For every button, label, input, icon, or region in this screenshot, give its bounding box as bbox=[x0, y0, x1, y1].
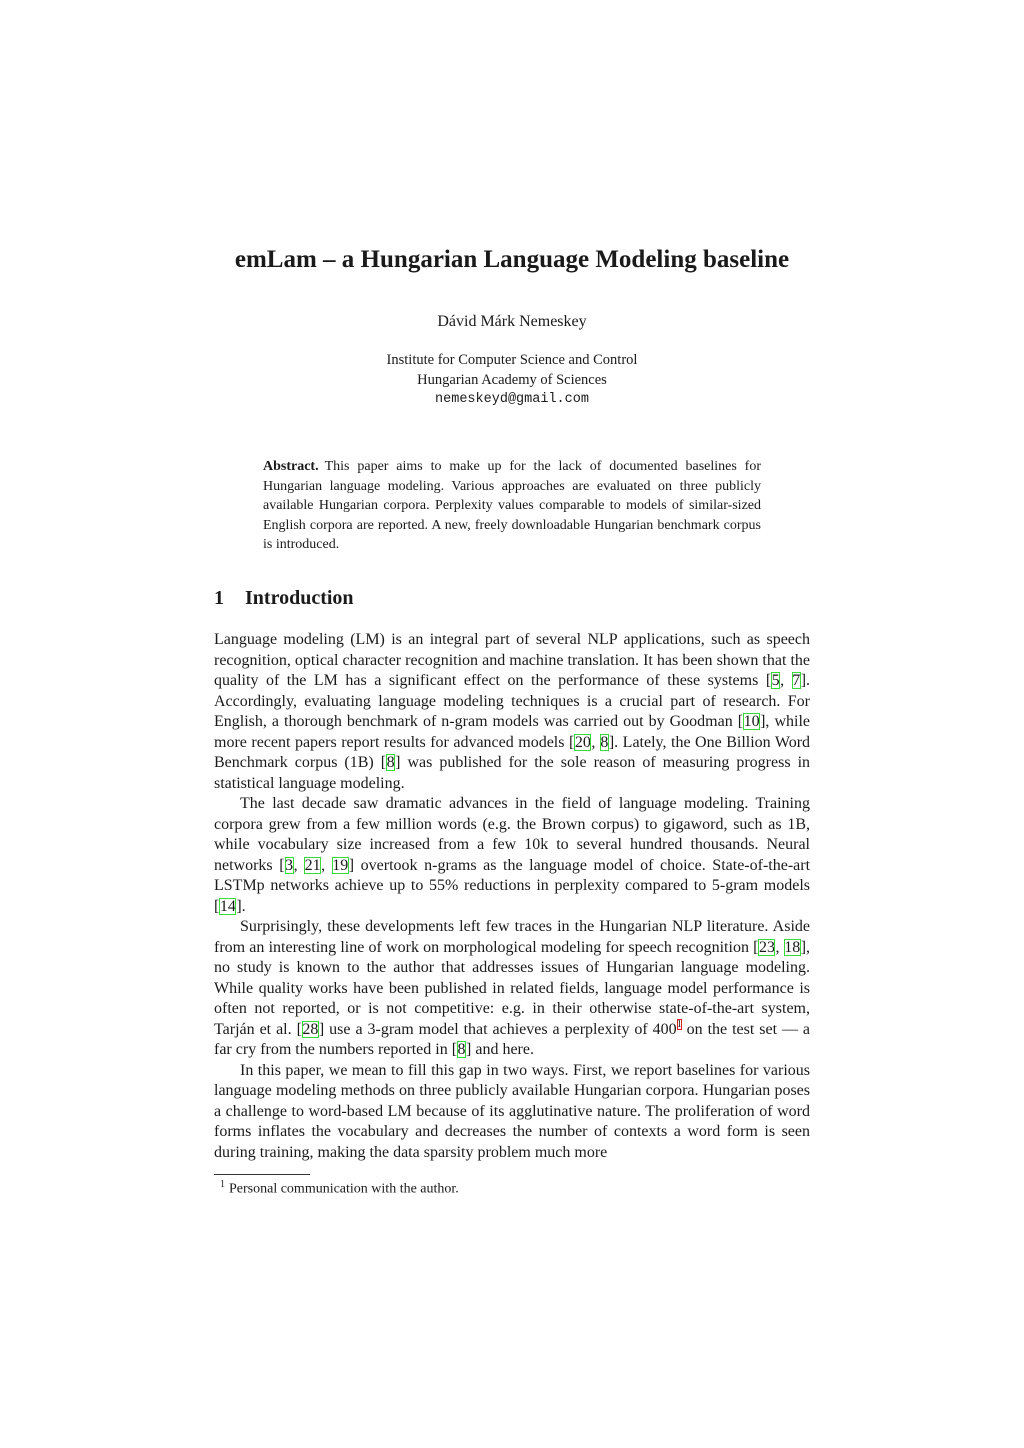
citation-link[interactable]: 19 bbox=[332, 856, 349, 874]
paragraph-1 bbox=[214, 630, 810, 794]
citation-link[interactable]: 10 bbox=[743, 713, 760, 730]
paragraph-2 bbox=[214, 794, 810, 917]
text-run: on the test set — a far cry from the numbers reported in [ bbox=[214, 1020, 811, 1058]
citation-link[interactable]: 14 bbox=[219, 897, 236, 915]
text-run: ] was published for the sole reason of measuring progress in statistical language modeling. bbox=[214, 754, 811, 792]
abstract-label: Abstract. bbox=[263, 459, 319, 474]
paragraph-4: In this paper, we mean to fill this gap in two ways. First, we report baselines for various language modeling methods on three publicly available Hungarian corpora. Hungarian poses a challenge to word-based LM because of its agglutinative nature. The proliferation of word forms inflates the vocabulary and decreases the number of contexts a word form is seen during training, making the data sparsity problem much more bbox=[214, 1061, 810, 1161]
citation-link[interactable]: 28 bbox=[302, 1020, 319, 1038]
abstract bbox=[263, 457, 761, 555]
text-run: , bbox=[780, 672, 792, 689]
text-run: ]. Accordingly, evaluating language modeling techniques is a crucial part of research. For English, a thorough benchmark of n-gram models was carried out by Goodman [ bbox=[214, 672, 811, 730]
affiliation-academy: Hungarian Academy of Sciences bbox=[417, 372, 607, 388]
author-email[interactable]: nemeskeyd@gmail.com bbox=[435, 392, 589, 407]
text-run: , bbox=[775, 938, 784, 956]
footnote-text: Personal communication with the author. bbox=[229, 1181, 459, 1197]
section-heading-introduction bbox=[214, 587, 354, 610]
citation-link[interactable]: 7 bbox=[792, 672, 801, 689]
text-run: The last decade saw dramatic advances in the field of language modeling. Training corpora grew from a few million words (e.g. the Brown corpus) to gigaword, such as 1B, while vocabulary size increased from a few 10k to several hundred thousands. Neural networks [ bbox=[214, 795, 810, 874]
text-run: ], no study is known to the author that addresses issues of Hungarian language modeling. While quality works have been published in related fields, language model performance is often not reported, or is not competitive: e.g. in their otherwise state-of-the-art system, Tarján et al. [ bbox=[214, 938, 811, 1038]
section-number: 1 bbox=[214, 587, 224, 609]
footnote-ref-link[interactable]: 1 bbox=[676, 1019, 682, 1031]
citation-link[interactable]: 8 bbox=[457, 1041, 466, 1058]
footnote-mark: 1 bbox=[220, 1179, 225, 1190]
text-run: ] use a 3-gram model that achieves a perplexity of 400 bbox=[318, 1020, 677, 1038]
citation-link[interactable]: 20 bbox=[574, 733, 591, 751]
citation-link[interactable]: 3 bbox=[285, 856, 294, 874]
citation-link[interactable]: 18 bbox=[784, 938, 801, 956]
text-run: Surprisingly, these developments left few traces in the Hungarian NLP literature. Aside from an interesting line of work on morphological modeling for speech recognition [ bbox=[214, 918, 810, 956]
affiliation-block bbox=[0, 350, 1024, 410]
paper-title: emLam – a Hungarian Language Modeling baseline bbox=[234, 246, 790, 273]
text-run: ], while more recent papers report results for advanced models [ bbox=[214, 713, 810, 751]
citation-link[interactable]: 23 bbox=[758, 938, 775, 956]
citation-link[interactable]: 5 bbox=[771, 672, 780, 689]
paragraph-3 bbox=[214, 917, 810, 1061]
citation-link[interactable]: 8 bbox=[600, 733, 609, 751]
section-title: Introduction bbox=[245, 587, 354, 609]
text-run: ]. bbox=[236, 897, 246, 915]
affiliation-institute: Institute for Computer Science and Control bbox=[386, 352, 638, 368]
text-run: ]. Lately, the One Billion Word Benchmark corpus (1B) [ bbox=[214, 733, 811, 771]
abstract-text: This paper aims to make up for the lack of documented baselines for Hungarian language modeling. Various approaches are evaluated on three publicly available Hungarian corpora. Perplexity values comparable to models of similar-sized English corpora are reported. A new, freely downloadable Hungarian benchmark corpus is introduced. bbox=[263, 459, 761, 552]
text-run: ] and here. bbox=[466, 1041, 534, 1058]
text-run: , bbox=[321, 856, 332, 874]
text-run: ] overtook n-grams as the language model of choice. State-of-the-art LSTMp networks achieve up to 55% reductions in perplexity compared to 5-gram models [ bbox=[214, 856, 811, 915]
text-run: Language modeling (LM) is an integral part of several NLP applications, such as speech recognition, optical character recognition and machine translation. It has been shown that the quality of the LM has a significant effect on the performance of these systems [ bbox=[214, 631, 810, 689]
citation-link[interactable]: 8 bbox=[386, 754, 395, 771]
footnote bbox=[220, 1179, 459, 1198]
citation-link[interactable]: 21 bbox=[304, 856, 321, 874]
text-run: , bbox=[591, 733, 600, 751]
introduction-body bbox=[214, 630, 810, 1163]
author-name: Dávid Márk Nemeskey bbox=[437, 313, 587, 330]
footnote-divider bbox=[214, 1174, 310, 1175]
text-run: , bbox=[293, 856, 305, 874]
